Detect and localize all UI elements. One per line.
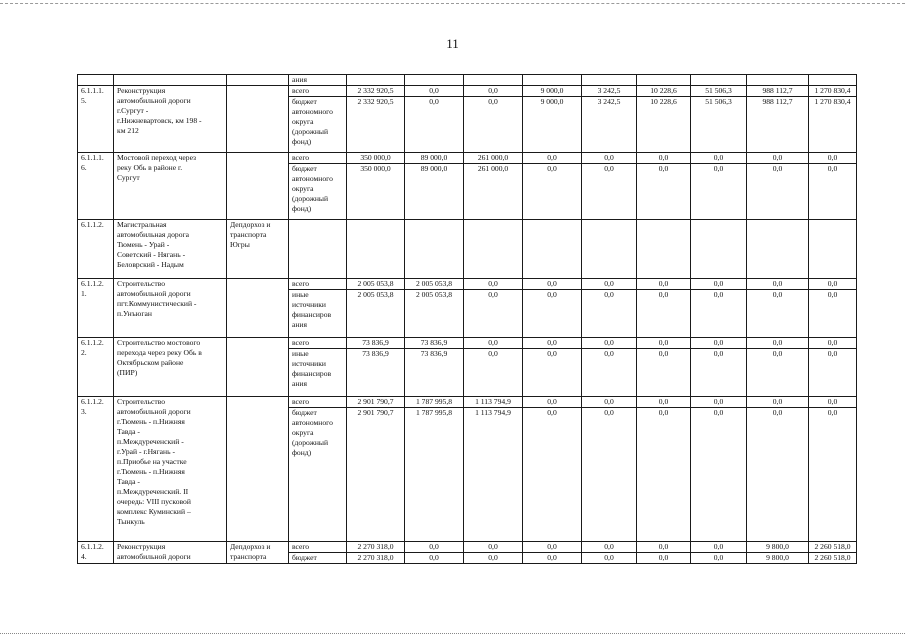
value-cell: 0,0 xyxy=(809,349,857,397)
value-cell: 9 800,0 xyxy=(747,553,809,564)
table-row xyxy=(78,86,857,97)
source-cell: ания xyxy=(289,75,347,86)
value-cell: 0,0 xyxy=(809,153,857,164)
value-cell xyxy=(523,220,582,279)
value-cell: 0,0 xyxy=(637,279,691,290)
value-cell: 2 005 053,8 xyxy=(347,290,405,338)
value-cell xyxy=(464,75,523,86)
value-cell xyxy=(691,220,747,279)
value-cell: 10 228,6 xyxy=(637,97,691,153)
table-row xyxy=(78,542,857,553)
table-row xyxy=(78,75,857,86)
value-cell: 0,0 xyxy=(691,397,747,408)
value-cell: 0,0 xyxy=(809,408,857,542)
value-cell: 9 000,0 xyxy=(523,86,582,97)
executor-cell: Депдорхоз и транспорта xyxy=(227,542,289,564)
source-cell: всего xyxy=(289,338,347,349)
value-cell xyxy=(347,75,405,86)
value-cell: 0,0 xyxy=(637,153,691,164)
scan-edge-top xyxy=(0,3,905,4)
value-cell: 0,0 xyxy=(809,279,857,290)
name-cell: Реконструкция автомобильной дороги xyxy=(114,542,227,564)
value-cell: 0,0 xyxy=(582,290,637,338)
value-cell: 0,0 xyxy=(523,408,582,542)
value-cell: 0,0 xyxy=(747,153,809,164)
source-cell: всего xyxy=(289,397,347,408)
value-cell: 0,0 xyxy=(582,279,637,290)
value-cell xyxy=(523,75,582,86)
value-cell: 0,0 xyxy=(691,290,747,338)
value-cell: 0,0 xyxy=(523,338,582,349)
value-cell: 2 005 053,8 xyxy=(405,290,464,338)
value-cell: 73 836,9 xyxy=(347,338,405,349)
value-cell xyxy=(405,220,464,279)
source-cell: всего xyxy=(289,542,347,553)
table-row xyxy=(78,279,857,290)
value-cell: 1 787 995,8 xyxy=(405,408,464,542)
value-cell: 2 005 053,8 xyxy=(347,279,405,290)
value-cell: 988 112,7 xyxy=(747,97,809,153)
value-cell: 0,0 xyxy=(637,349,691,397)
value-cell: 0,0 xyxy=(691,338,747,349)
value-cell: 2 270 318,0 xyxy=(347,542,405,553)
name-cell: Строительство мостового перехода через реку Обь в Октябрьском районе (ПИР) xyxy=(114,338,227,397)
value-cell xyxy=(809,220,857,279)
value-cell: 0,0 xyxy=(637,408,691,542)
code-cell: 6.1.1.2. 4. xyxy=(78,542,114,564)
value-cell: 0,0 xyxy=(464,279,523,290)
value-cell: 89 000,0 xyxy=(405,164,464,220)
value-cell: 1 113 794,9 xyxy=(464,408,523,542)
value-cell: 2 332 920,5 xyxy=(347,86,405,97)
value-cell: 73 836,9 xyxy=(405,338,464,349)
value-cell: 0,0 xyxy=(637,338,691,349)
code-cell: 6.1.1.1. 5. xyxy=(78,86,114,153)
value-cell: 1 270 830,4 xyxy=(809,97,857,153)
name-cell: Магистральная автомобильная дорога Тюмень - Урай - Советский - Нягань - Беловрский - Надым xyxy=(114,220,227,279)
value-cell: 2 901 790,7 xyxy=(347,408,405,542)
value-cell: 0,0 xyxy=(582,349,637,397)
value-cell: 0,0 xyxy=(464,542,523,553)
value-cell: 0,0 xyxy=(691,553,747,564)
code-cell: 6.1.1.1. 6. xyxy=(78,153,114,220)
value-cell: 0,0 xyxy=(637,397,691,408)
code-cell: 6.1.1.2. xyxy=(78,220,114,279)
value-cell: 0,0 xyxy=(691,279,747,290)
value-cell xyxy=(637,75,691,86)
scan-edge-bottom xyxy=(0,633,905,634)
value-cell: 0,0 xyxy=(582,164,637,220)
value-cell xyxy=(464,220,523,279)
value-cell: 0,0 xyxy=(582,153,637,164)
value-cell: 10 228,6 xyxy=(637,86,691,97)
value-cell: 0,0 xyxy=(809,397,857,408)
source-cell xyxy=(289,220,347,279)
value-cell: 73 836,9 xyxy=(405,349,464,397)
name-cell: Строительство автомобильной дороги г.Тюмень - п.Нижняя Тавда - п.Междуреченский - г.Урай - г.Нягань - п.Приобье на участке г.Тюмень - п.Нижняя Тавда - п.Междуреченский. II очередь: VIII пусковой комплекс Куминский – Тынкуль xyxy=(114,397,227,542)
value-cell: 51 506,3 xyxy=(691,86,747,97)
value-cell: 0,0 xyxy=(691,164,747,220)
value-cell: 0,0 xyxy=(464,97,523,153)
executor-cell: Депдорхоз и транспорта Югры xyxy=(227,220,289,279)
source-cell: всего xyxy=(289,86,347,97)
value-cell xyxy=(405,75,464,86)
value-cell: 0,0 xyxy=(637,542,691,553)
executor-cell xyxy=(227,397,289,542)
value-cell: 0,0 xyxy=(747,279,809,290)
value-cell: 2 005 053,8 xyxy=(405,279,464,290)
value-cell: 0,0 xyxy=(523,290,582,338)
code-cell: 6.1.1.2. 2. xyxy=(78,338,114,397)
value-cell: 0,0 xyxy=(582,553,637,564)
source-cell: иные источники финансиров ания xyxy=(289,349,347,397)
value-cell: 0,0 xyxy=(523,164,582,220)
code-cell: 6.1.1.2. 1. xyxy=(78,279,114,338)
value-cell: 1 113 794,9 xyxy=(464,397,523,408)
executor-cell xyxy=(227,153,289,220)
value-cell: 261 000,0 xyxy=(464,164,523,220)
source-cell: всего xyxy=(289,153,347,164)
executor-cell xyxy=(227,279,289,338)
table-row xyxy=(78,153,857,164)
value-cell: 0,0 xyxy=(582,397,637,408)
value-cell: 0,0 xyxy=(747,349,809,397)
value-cell: 0,0 xyxy=(464,349,523,397)
value-cell: 0,0 xyxy=(523,279,582,290)
name-cell: Мостовой переход через реку Обь в районе г. Сургут xyxy=(114,153,227,220)
value-cell: 988 112,7 xyxy=(747,86,809,97)
value-cell: 0,0 xyxy=(464,338,523,349)
code-cell: 6.1.1.2. 3. xyxy=(78,397,114,542)
value-cell: 0,0 xyxy=(637,553,691,564)
value-cell: 1 787 995,8 xyxy=(405,397,464,408)
source-cell: бюджет автономного округа (дорожный фонд) xyxy=(289,97,347,153)
value-cell xyxy=(747,220,809,279)
value-cell: 261 000,0 xyxy=(464,153,523,164)
value-cell: 0,0 xyxy=(747,408,809,542)
value-cell: 0,0 xyxy=(637,164,691,220)
value-cell: 0,0 xyxy=(691,542,747,553)
value-cell: 0,0 xyxy=(747,164,809,220)
value-cell: 3 242,5 xyxy=(582,86,637,97)
name-cell: Строительство автомобильной дороги пгт.Коммунистический - п.Унъюган xyxy=(114,279,227,338)
value-cell: 3 242,5 xyxy=(582,97,637,153)
value-cell: 0,0 xyxy=(747,338,809,349)
executor-cell xyxy=(227,75,289,86)
value-cell: 0,0 xyxy=(637,290,691,338)
value-cell: 0,0 xyxy=(464,290,523,338)
value-cell xyxy=(637,220,691,279)
name-cell xyxy=(114,75,227,86)
value-cell: 0,0 xyxy=(464,553,523,564)
value-cell: 0,0 xyxy=(582,408,637,542)
value-cell: 2 270 318,0 xyxy=(347,553,405,564)
value-cell: 2 332 920,5 xyxy=(347,97,405,153)
value-cell: 0,0 xyxy=(809,338,857,349)
value-cell: 2 901 790,7 xyxy=(347,397,405,408)
value-cell: 2 260 518,0 xyxy=(809,542,857,553)
table-row xyxy=(78,220,857,279)
value-cell: 0,0 xyxy=(405,86,464,97)
executor-cell xyxy=(227,338,289,397)
source-cell: бюджет xyxy=(289,553,347,564)
table-row xyxy=(78,338,857,349)
value-cell: 9 000,0 xyxy=(523,97,582,153)
source-cell: бюджет автономного округа (дорожный фонд) xyxy=(289,164,347,220)
value-cell: 0,0 xyxy=(809,290,857,338)
executor-cell xyxy=(227,86,289,153)
code-cell xyxy=(78,75,114,86)
value-cell: 0,0 xyxy=(809,164,857,220)
value-cell: 73 836,9 xyxy=(347,349,405,397)
value-cell: 0,0 xyxy=(747,397,809,408)
page-number: 11 xyxy=(446,36,459,51)
table-row xyxy=(78,397,857,408)
value-cell: 0,0 xyxy=(523,397,582,408)
value-cell: 0,0 xyxy=(691,153,747,164)
source-cell: всего xyxy=(289,279,347,290)
value-cell: 0,0 xyxy=(405,553,464,564)
funding-table xyxy=(77,74,857,564)
name-cell: Реконструкция автомобильной дороги г.Сургут - г.Нижневартовск, км 198 - км 212 xyxy=(114,86,227,153)
value-cell: 9 800,0 xyxy=(747,542,809,553)
source-cell: иные источники финансиров ания xyxy=(289,290,347,338)
value-cell: 51 506,3 xyxy=(691,97,747,153)
value-cell: 0,0 xyxy=(464,86,523,97)
value-cell xyxy=(582,220,637,279)
value-cell: 0,0 xyxy=(582,338,637,349)
value-cell xyxy=(347,220,405,279)
value-cell: 0,0 xyxy=(691,408,747,542)
value-cell xyxy=(809,75,857,86)
value-cell: 0,0 xyxy=(691,349,747,397)
value-cell: 350 000,0 xyxy=(347,164,405,220)
value-cell: 2 260 518,0 xyxy=(809,553,857,564)
value-cell xyxy=(747,75,809,86)
value-cell: 0,0 xyxy=(405,542,464,553)
value-cell: 0,0 xyxy=(523,349,582,397)
value-cell: 0,0 xyxy=(523,553,582,564)
value-cell: 0,0 xyxy=(523,542,582,553)
value-cell: 89 000,0 xyxy=(405,153,464,164)
source-cell: бюджет автономного округа (дорожный фонд) xyxy=(289,408,347,542)
value-cell: 350 000,0 xyxy=(347,153,405,164)
value-cell: 0,0 xyxy=(523,153,582,164)
value-cell: 0,0 xyxy=(405,97,464,153)
value-cell: 0,0 xyxy=(747,290,809,338)
value-cell: 1 270 830,4 xyxy=(809,86,857,97)
value-cell xyxy=(582,75,637,86)
value-cell: 0,0 xyxy=(582,542,637,553)
value-cell xyxy=(691,75,747,86)
